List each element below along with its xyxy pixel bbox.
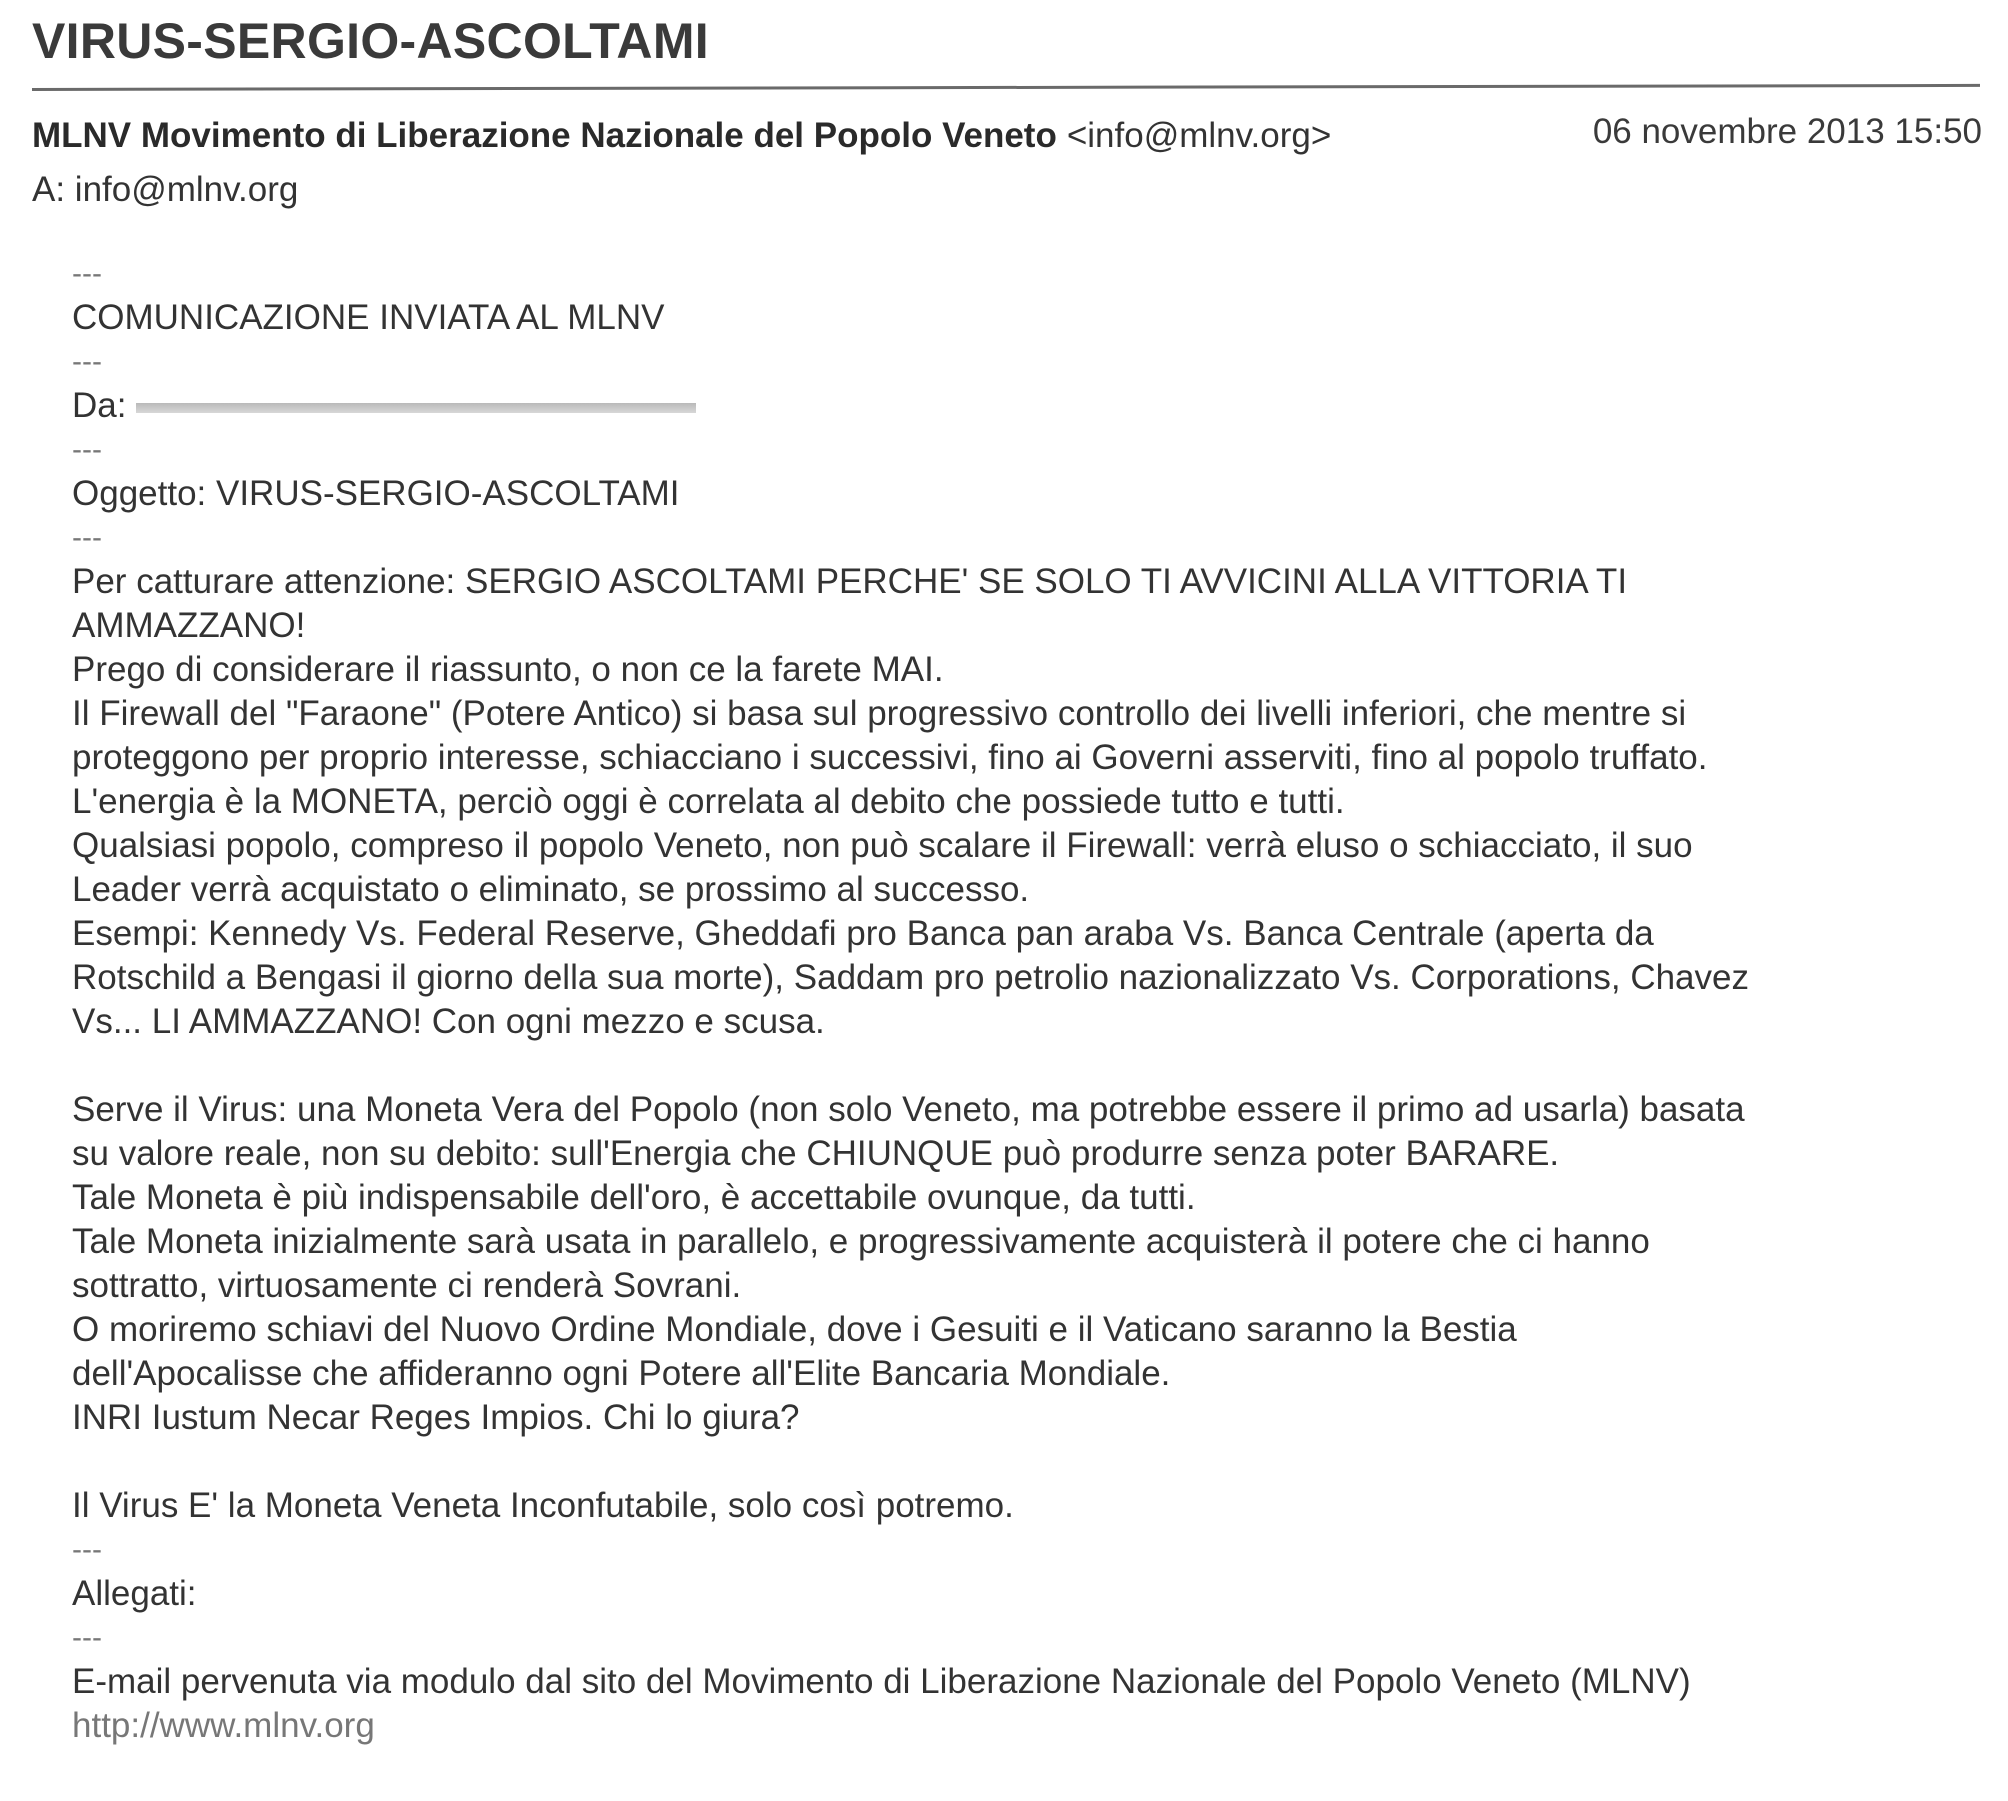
- footer-note: E-mail pervenuta via modulo dal sito del Movimento di Liberazione Nazionale del Popolo Veneto (MLNV): [72, 1662, 1691, 1701]
- separator: ---: [72, 1621, 102, 1654]
- form-title: COMUNICAZIONE INVIATA AL MLNV: [72, 298, 665, 337]
- blank-line: [72, 1044, 1972, 1088]
- paragraph-line: Vs... LI AMMAZZANO! Con ogni mezzo e scusa.: [72, 1002, 825, 1041]
- paragraph-line: Leader verrà acquistato o eliminato, se prossimo al successo.: [72, 870, 1030, 909]
- paragraph-line: AMMAZZANO!: [72, 606, 306, 645]
- paragraph-line: INRI Iustum Necar Reges Impios. Chi lo giura?: [72, 1398, 800, 1437]
- paragraph-line: Tale Moneta inizialmente sarà usata in parallelo, e progressivamente acquisterà il potere che ci hanno: [72, 1222, 1650, 1261]
- paragraph-line: dell'Apocalisse che affideranno ogni Potere all'Elite Bancaria Mondiale.: [72, 1354, 1171, 1393]
- paragraph-2: [72, 1088, 1972, 1440]
- separator: ---: [72, 1533, 102, 1566]
- paragraph-line: Serve il Virus: una Moneta Vera del Popolo (non solo Veneto, ma potrebbe essere il primo ad usarla) basata: [72, 1090, 1745, 1129]
- email-subject-title: VIRUS-SERGIO-ASCOLTAMI: [32, 13, 709, 69]
- separator: ---: [72, 345, 102, 378]
- paragraph-line: Rotschild a Bengasi il giorno della sua morte), Saddam pro petrolio nazionalizzato Vs. Corporations, Chavez: [72, 958, 1749, 997]
- footer-url[interactable]: http://www.mlnv.org: [72, 1706, 375, 1745]
- paragraph-line: su valore reale, non su debito: sull'Energia che CHIUNQUE può produrre senza poter BARARE.: [72, 1134, 1560, 1173]
- paragraph-line: O moriremo schiavi del Nuovo Ordine Mondiale, dove i Gesuiti e il Vaticano saranno la Bestia: [72, 1310, 1517, 1349]
- email-body: [72, 252, 1972, 1748]
- object-line: Oggetto: VIRUS-SERGIO-ASCOLTAMI: [72, 474, 680, 513]
- from-label: Da:: [72, 386, 127, 425]
- paragraph-line: Per catturare attenzione: SERGIO ASCOLTAMI PERCHE' SE SOLO TI AVVICINI ALLA VITTORIA TI: [72, 562, 1628, 601]
- paragraph-line: Qualsiasi popolo, compreso il popolo Veneto, non può scalare il Firewall: verrà eluso o schiacciato, il suo: [72, 826, 1693, 865]
- paragraph-1: [72, 560, 1972, 1044]
- email-date: 06 novembre 2013 15:50: [1592, 112, 1982, 151]
- sender-name: MLNV Movimento di Liberazione Nazionale del Popolo Veneto: [32, 116, 1057, 155]
- separator: ---: [72, 433, 102, 466]
- closing-line: Il Virus E' la Moneta Veneta Inconfutabile, solo così potremo.: [72, 1486, 1014, 1525]
- attachments-label: Allegati:: [72, 1574, 197, 1613]
- from-line: [72, 384, 1972, 428]
- header-divider: [32, 84, 1980, 91]
- separator: ---: [72, 521, 102, 554]
- email-header-row: [32, 112, 1982, 166]
- sender-email: <info@mlnv.org>: [1066, 116, 1332, 155]
- blank-line: [72, 1440, 1972, 1484]
- paragraph-line: L'energia è la MONETA, perciò oggi è correlata al debito che possiede tutto e tutti.: [72, 782, 1345, 821]
- redacted-sender: [136, 391, 696, 425]
- recipient-line: A: info@mlnv.org: [32, 170, 299, 209]
- paragraph-line: proteggono per proprio interesse, schiacciano i successivi, fino ai Governi asserviti, fino al popolo truffato.: [72, 738, 1708, 777]
- paragraph-line: Prego di considerare il riassunto, o non ce la farete MAI.: [72, 650, 944, 689]
- separator: ---: [72, 257, 102, 290]
- paragraph-line: Esempi: Kennedy Vs. Federal Reserve, Gheddafi pro Banca pan araba Vs. Banca Centrale (aperta da: [72, 914, 1654, 953]
- paragraph-line: Il Firewall del "Faraone" (Potere Antico) si basa sul progressivo controllo dei livelli inferiori, che mentre si: [72, 694, 1687, 733]
- paragraph-line: sottratto, virtuosamente ci renderà Sovrani.: [72, 1266, 742, 1305]
- paragraph-line: Tale Moneta è più indispensabile dell'oro, è accettabile ovunque, da tutti.: [72, 1178, 1196, 1217]
